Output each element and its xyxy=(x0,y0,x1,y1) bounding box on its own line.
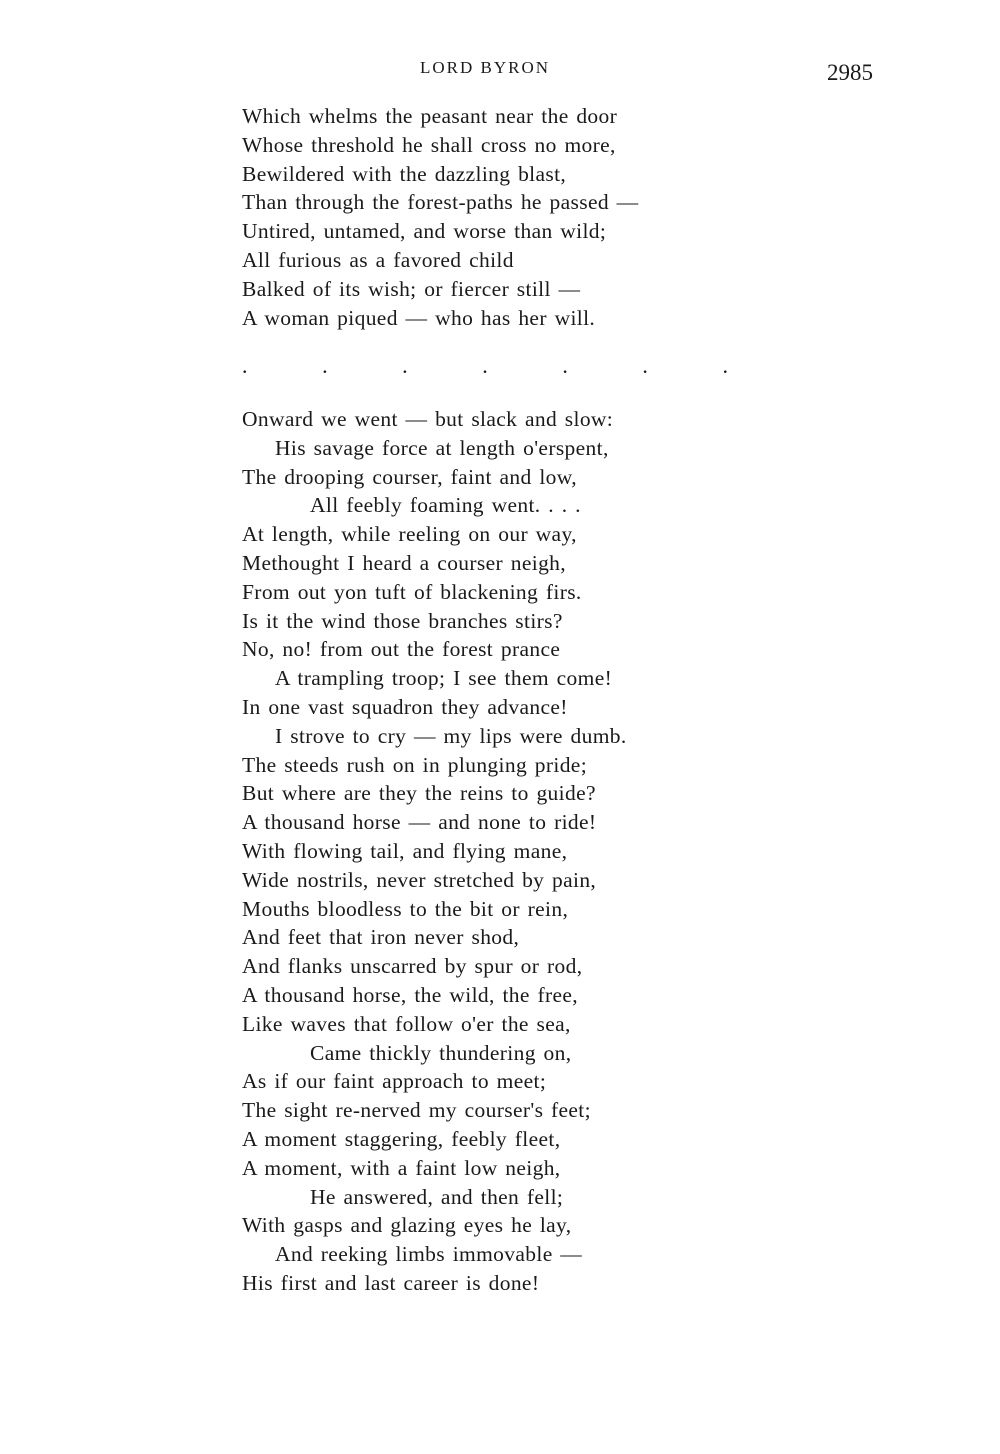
verse-line: The steeds rush on in plunging pride; xyxy=(242,752,588,777)
verse-line: And reeking limbs immovable — xyxy=(275,1242,583,1267)
verse-line: A woman piqued — who has her will. xyxy=(242,305,596,330)
verse-line: As if our faint approach to meet; xyxy=(242,1069,547,1094)
verse-line: Untired, untamed, and worse than wild; xyxy=(242,219,607,244)
verse-line: A trampling troop; I see them come! xyxy=(275,666,613,691)
verse-line: And flanks unscarred by spur or rod, xyxy=(242,954,583,979)
verse-line: I strove to cry — my lips were dumb. xyxy=(275,723,627,748)
stanza-1 xyxy=(242,102,639,332)
verse-line: His savage force at length o'erspent, xyxy=(275,435,609,460)
verse-line: But where are they the reins to guide? xyxy=(242,781,596,806)
verse-line: Than through the forest-paths he passed — xyxy=(242,190,639,215)
omission-dot: . xyxy=(642,353,648,378)
omission-dot: . xyxy=(562,353,568,378)
verse-line: No, no! from out the forest prance xyxy=(242,637,561,662)
omission-dots xyxy=(242,355,728,377)
verse-line: Wide nostrils, never stretched by pain, xyxy=(242,867,597,892)
omission-dot: . xyxy=(322,353,328,378)
verse-line: He answered, and then fell; xyxy=(310,1184,564,1209)
verse-line: At length, while reeling on our way, xyxy=(242,522,577,547)
verse-line: All feebly foaming went. . . . xyxy=(310,493,581,518)
stanza-2 xyxy=(242,405,627,1298)
verse-line: Is it the wind those branches stirs? xyxy=(242,608,563,633)
verse-line: Like waves that follow o'er the sea, xyxy=(242,1011,571,1036)
verse-line: A moment, with a faint low neigh, xyxy=(242,1155,561,1180)
verse-line: A thousand horse — and none to ride! xyxy=(242,810,597,835)
omission-dot: . xyxy=(242,353,248,378)
verse-line: Which whelms the peasant near the door xyxy=(242,104,618,128)
omission-dot: . xyxy=(482,353,488,378)
verse-line: The sight re-nerved my courser's feet; xyxy=(242,1098,591,1123)
verse-line: From out yon tuft of blackening firs. xyxy=(242,579,582,604)
verse-line: Mouths bloodless to the bit or rein, xyxy=(242,896,569,921)
verse-line: All furious as a favored child xyxy=(242,247,514,272)
verse-line: Whose threshold he shall cross no more, xyxy=(242,132,616,157)
omission-dot: . xyxy=(402,353,408,378)
verse-line: Methought I heard a courser neigh, xyxy=(242,550,566,575)
verse-line: With flowing tail, and flying mane, xyxy=(242,838,568,863)
omission-dot: . xyxy=(722,353,728,378)
verse-line: In one vast squadron they advance! xyxy=(242,694,568,719)
verse-line: Bewildered with the dazzling blast, xyxy=(242,161,567,186)
verse-line: A thousand horse, the wild, the free, xyxy=(242,982,579,1007)
verse-line: Onward we went — but slack and slow: xyxy=(242,407,614,431)
verse-line: And feet that iron never shod, xyxy=(242,925,520,950)
verse-line: His first and last career is done! xyxy=(242,1270,540,1295)
verse-line: With gasps and glazing eyes he lay, xyxy=(242,1213,572,1238)
page-number: 2985 xyxy=(827,60,873,85)
verse-line: Came thickly thundering on, xyxy=(310,1040,572,1065)
running-head: LORD BYRON xyxy=(419,58,551,77)
verse-line: A moment staggering, feebly fleet, xyxy=(242,1126,561,1151)
verse-line: Balked of its wish; or fiercer still — xyxy=(242,276,581,301)
verse-line: The drooping courser, faint and low, xyxy=(242,464,577,489)
